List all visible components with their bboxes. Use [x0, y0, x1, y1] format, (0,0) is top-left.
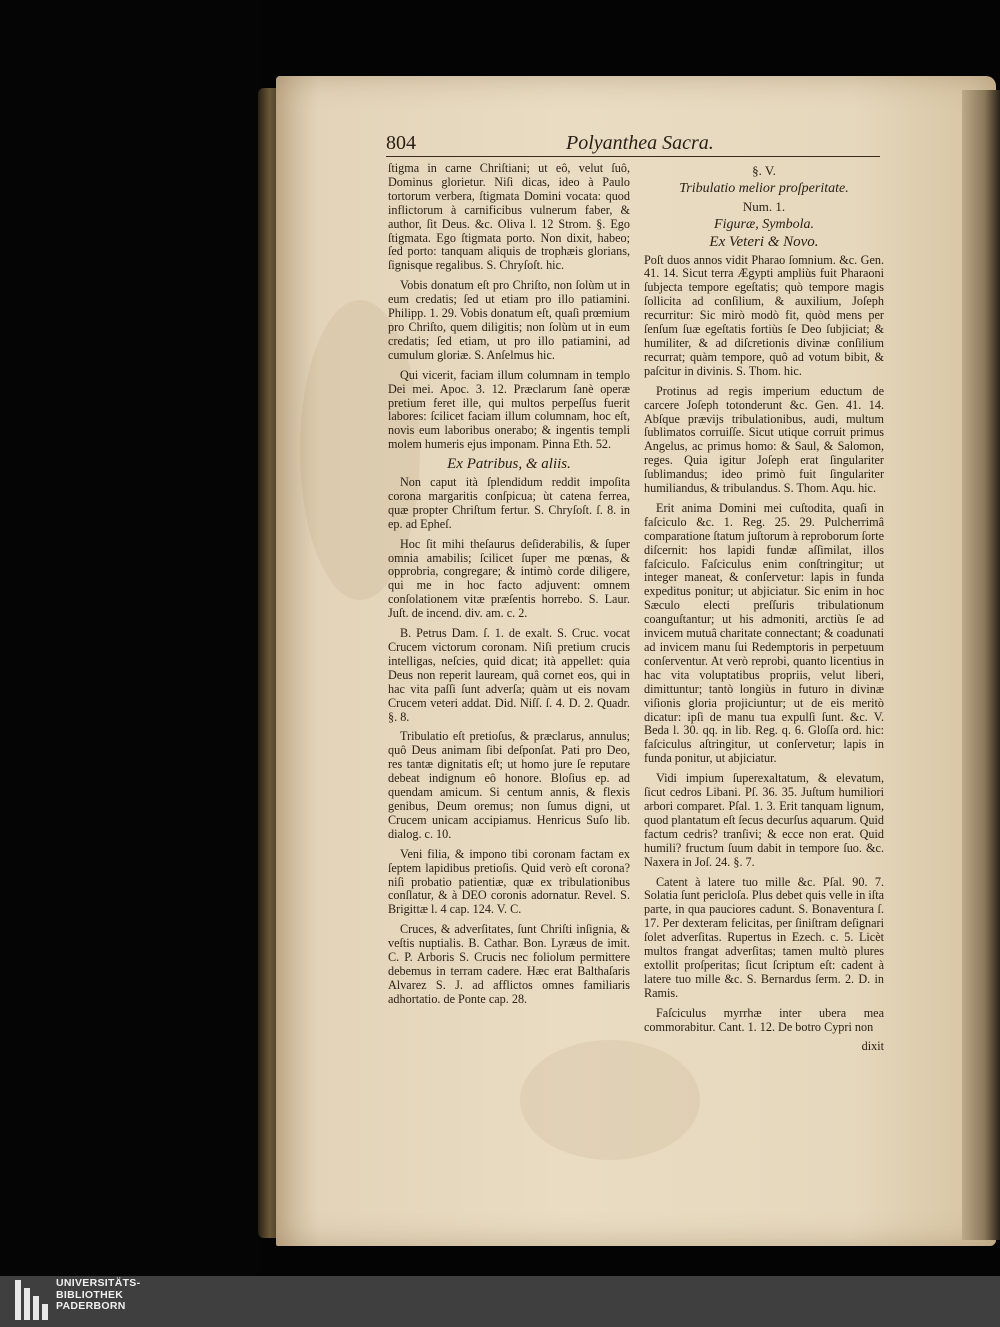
section-heading: Ex Veteri & Novo. [709, 233, 819, 250]
text-paragraph: Vobis donatum eſt pro Chriſto, non ſolùm ut in eum credatis; ſed ut etiam pro illo patiamini. Philipp. 1. 29. Vobis donatum eſt, quaſi prœmium pro Chriſto, quem diligitis; non ſolùm ut in eum credatis; ſed etiam, ut pro illo patiamini, ad cumulum gloriæ. S. Anſelmus hic. [388, 278, 630, 362]
library-logo-icon [15, 1280, 51, 1320]
text-paragraph: Tribulatio eſt pretioſus, & præclarus, annulus; quô Deus animam ſibi deſponſat. Pati pro Deo, res tantæ dignitatis eſt; ut homo jure ſe reputare debeat indignum eô honore. Bloſius ep. ad quendam amicum. Si centum annis, & flexis genibus, Deum oremus; non ſumus digni, ut Crucem unicam accipiamus. Henricus Suſo lib. dialog. c. 10. [388, 729, 630, 841]
text-paragraph: Vidi impium ſuperexaltatum, & elevatum, ſicut cedros Libani. Pſ. 36. 35. Juſtum humiliori arbori comparet. Pſal. 1. 3. Erit tanquam lignum, quod plantatum eſt ſecus decurſus aquarum. Quid factum cedris? tranſivi; & ecce non erat. Quid humili? fructum ſuum dabit in tempore ſuo. &c. Naxera in Joſ. 24. §. 7. [644, 771, 884, 869]
library-name-line: BIBLIOTHEK [56, 1288, 124, 1301]
text-paragraph: Faſciculus myrrhæ inter ubera mea commorabitur. Cant. 1. 12. De botro Cypri non [644, 1005, 884, 1034]
footer-bar [0, 1276, 1000, 1327]
left-dark-area [0, 0, 262, 1276]
right-text-column [644, 162, 884, 1060]
section-heading: Figuræ, Symbola. [714, 216, 814, 232]
running-title: Polyanthea Sacra. [566, 132, 714, 154]
text-paragraph: Non caput ità ſplendidum reddit impoſita corona margaritis conſpicua; ùt catena ferrea, quæ propter Chriſtum fertur. S. Chryſoſt. ſ. 8. in ep. ad Epheſ. [388, 475, 630, 531]
section-heading: Num. 1. [742, 198, 786, 214]
section-heading: Tribulatio melior proſperitate. [679, 180, 849, 196]
text-paragraph: Veni filia, & impono tibi coronam factam ex ſeptem lapidibus pretioſis. Quid verò eſt corona? niſi probatio patientiæ, quæ ex tribulationibus conſlatur, & à DEO coronis adornatur. Revel. S. Brigittæ l. 4 cap. 124. V. C. [388, 846, 630, 917]
left-text-column [388, 162, 630, 1013]
text-paragraph: Catent à latere tuo mille &c. Pſal. 90. 7. Solatia ſunt pericloſa. Plus debet quis velle in iſta parte, in qua pauciores cadunt. S. Bonaventura ſ. 17. Per dexteram felicitas, per ſiniſtram deſignari ſolet adverſitas. Rupertus in Ezech. c. 5. Licèt multos frangat adverſitas; tamen multò plures extollit proſperitas; ſicut ſcriptum eſt: cadent à latere tuo mille &c. S. Bernardus ſerm. 2. D. in Ramis. [644, 874, 884, 1000]
library-name-line: PADERBORN [56, 1300, 126, 1312]
text-paragraph: Protinus ad regis imperium eductum de carcere Joſeph totonderunt &c. Gen. 41. 14. Abſque prævijs tribulationibus, audi, multum ſublimatos corruiſſe. Sicut utique corruit primus Angelus, ac primus homo: & Saul, & Salomon, reges. Quia igitur Joſeph erat ſingulariter ſublimandus; ideo primò fuit ſingulariter humiliandus, & tribulandus. S. Thom. Aqu. hic. [644, 383, 884, 496]
header-rule [386, 156, 880, 157]
page-number: 804 [386, 132, 416, 154]
section-heading: Ex Patribus, & aliis. [447, 456, 571, 473]
library-name-line: UNIVERSITÄTS- [56, 1277, 141, 1289]
text-paragraph: Cruces, & adverſitates, ſunt Chriſti inſignia, & veſtis nuptialis. B. Cathar. Bon. Lyræus de imit. C. P. Arboris S. Crucis nec foliolum permittere debemus in terram cadere. Hæc erat Balthaſaris Alvarez S. J. ad afflictos omnes familiaris adhortatio. de Ponte cap. 28. [388, 922, 630, 1006]
text-paragraph: Hoc ſit mihi theſaurus deſiderabilis, & ſuper omnia amabilis; ſcilicet ſuper me pœnas, & opprobria, congregare; & intimò corde diligere, qui me in hoc facto adjuvent: omnem conſolationem vitæ præſentis horrebo. S. Laur. Juſt. de incend. div. am. c. 2. [388, 536, 630, 621]
text-paragraph: Qui vicerit, faciam illum columnam in templo Dei mei. Apoc. 3. 12. Præclarum ſanè operæ pretium feret ille, qui multos perpeſſus fuerit labores: ſcilicet faciam illum columnam, hoc eſt, novis eum laboribus onerabo; & ingentis templi molem humeris ejus imponam. Pinna Eth. 52. [388, 367, 630, 452]
library-name [56, 1278, 140, 1313]
text-paragraph: Poſt duos annos vidit Pharao ſomnium. &c. Gen. 41. 14. Sicut terra Ægypti ampliùs fuit Pharaoni ſubjecta tempore egeſtatis; quò tempore magis ſollicita ad conſilium, & auxilium, Joſeph recurritur: Sic mirò modò fit, quòd mens per ſenſum ſuæ egeſtatis fortiùs ſe Deo ſubjiciat; & humiliter, & ad diſcretionis divinæ conſilium recurrat; quàm tempore, quô ad votum bibit, & paſcitur in divinis. S. Thom. hic. [644, 252, 884, 378]
section-heading: §. V. [752, 163, 776, 178]
catchword: dixit [861, 1039, 884, 1054]
book-right-edge [962, 90, 1000, 1240]
text-paragraph: ſtigma in carne Chriſtiani; ut eô, velut ſuô, Dominus glorietur. Niſi dicas, ideo à Paulo tortorum verbera, ſtigmata Domini vocata: quod inflictorum à carnificibus vulnerum faber, & author, ſit Deus. &c. Oliva l. 12 Strom. §. Ego ſtigmata. Ego ſtigmata porto. Non dixit, habeo; ſed porto: tanquam aliquis de trophæis glorians, ſignisque regalibus. S. Chryſoſt. hic. [388, 161, 630, 273]
text-paragraph: B. Petrus Dam. ſ. 1. de exalt. S. Cruc. vocat Crucem victorum coronam. Niſi pretium crucis intelligas, neſcies, quid dicat; ità appellet: quia Deus non reperit lauream, quâ cornet eos, qui in hac vita paſſi ſunt adverſa; quàm ut eis novam Crucem veteri addat. Did. Niſſ. ſ. 4. D. 2. Quadr. §. 8. [388, 626, 630, 724]
text-paragraph: Erit anima Domini mei cuſtodita, quaſi in faſciculo &c. 1. Reg. 25. 29. Pulcherrimâ comparatione ſtatum juſtorum à reproborum ſorte diſcernit: hos lapidi fundæ aſſimilat, illos faſciculo. Faſciculus enim conſtringitur; ut integer maneat, & conſervetur: lapis in funda expeditus ponitur; ut abjiciatur. Sic enim in hoc Sæculo electi preſſuris tribulationum coanguſtantur; ut his admoniti, arctiùs ſe ad invicem mutuâ charitate connectant; & coadunati ad invicem manu ſui Redemptoris in perpetuum conſerventur. At verò reprobi, quanto licentius in hac vita voluptatibus propriis, velut liberi, dimittuntur; tantò longiùs in futuro in divinæ viſionis gloria projiciuntur; ut de eis meritò dicatur: ipſi de manu tua expulſi ſunt. &c. V. Beda l. 30. qq. in lib. Reg. q. 6. Gloſſa ord. hic: faſciculus aſtringitur, ut conſervetur; lapis in funda ponitur, ut abjiciatur. [644, 500, 884, 766]
